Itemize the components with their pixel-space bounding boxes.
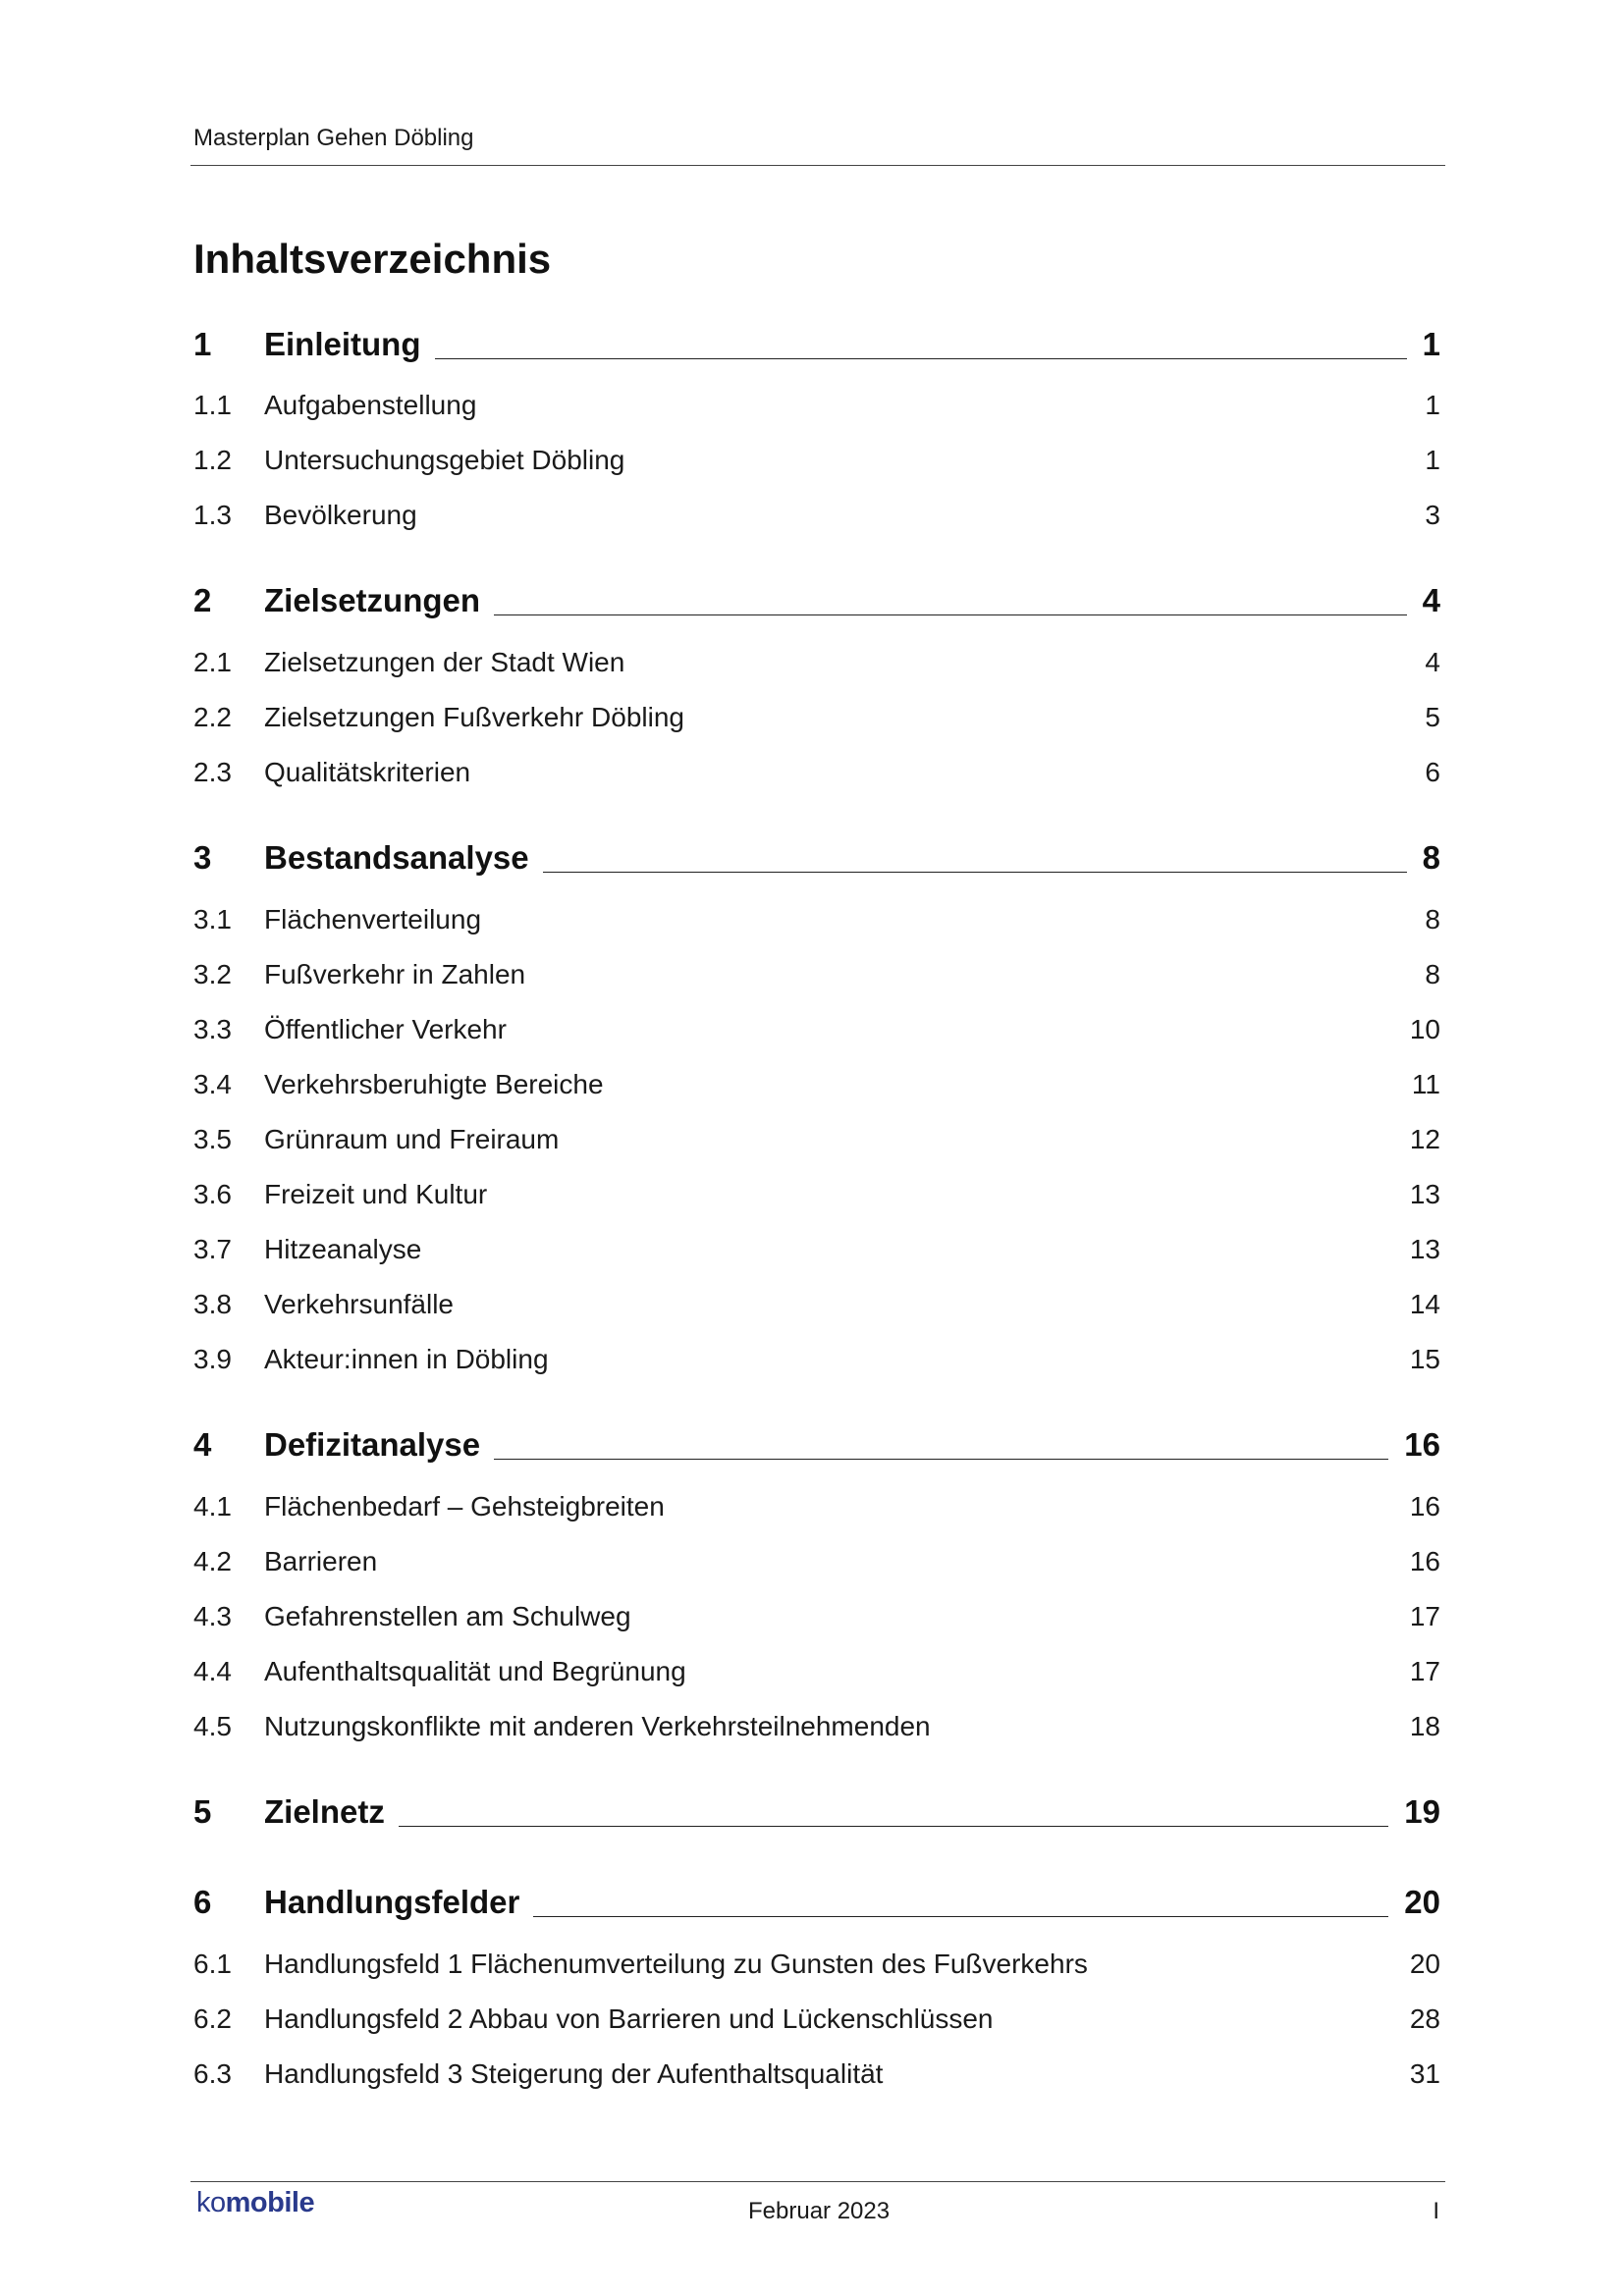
toc-entry-title: Zielsetzungen Fußverkehr Döbling [264, 702, 684, 732]
toc-section-row[interactable] [0, 2003, 1623, 2047]
toc-entry-number: 3.5 [193, 1124, 232, 1154]
toc-section-row[interactable] [0, 445, 1623, 488]
toc-entry-title: Freizeit und Kultur [264, 1179, 488, 1209]
toc-entry-title: Hitzeanalyse [264, 1234, 422, 1264]
toc-section-row[interactable] [0, 1014, 1623, 1057]
toc-entry-title: Flächenverteilung [264, 904, 482, 934]
footer-divider [190, 2181, 1445, 2182]
toc-entry-number: 4.5 [193, 1711, 232, 1741]
toc-entry-page: 10 [1409, 1014, 1440, 1044]
toc-section-row[interactable] [0, 1601, 1623, 1644]
toc-chapter-row[interactable] [0, 582, 1623, 625]
toc-section-row[interactable] [0, 1234, 1623, 1277]
toc-entry-title: Handlungsfeld 3 Steigerung der Aufenthaltsqualität [264, 2058, 884, 2089]
toc-entry-number: 6.2 [193, 2003, 232, 2034]
toc-entry-page: 5 [1425, 702, 1440, 732]
toc-entry-title: Defizitanalyse [264, 1426, 481, 1463]
toc-entry-title: Nutzungskonflikte mit anderen Verkehrsteilnehmenden [264, 1711, 931, 1741]
toc-entry-number: 4.4 [193, 1656, 232, 1686]
toc-entry-page: 17 [1409, 1656, 1440, 1686]
toc-chapter-row[interactable] [0, 839, 1623, 882]
toc-entry-title: Flächenbedarf – Gehsteigbreiten [264, 1491, 665, 1522]
toc-entry-title: Verkehrsberuhigte Bereiche [264, 1069, 604, 1099]
toc-entry-number: 4.2 [193, 1546, 232, 1576]
toc-entry-page: 8 [1425, 904, 1440, 934]
toc-section-row[interactable] [0, 1546, 1623, 1589]
toc-entry-number: 4 [193, 1426, 212, 1463]
toc-section-row[interactable] [0, 1344, 1623, 1387]
toc-entry-page: 6 [1425, 757, 1440, 787]
toc-chapter-row[interactable] [0, 1793, 1623, 1837]
footer-page-number: I [1433, 2198, 1439, 2224]
toc-entry-page: 15 [1409, 1344, 1440, 1374]
toc-leader-line [543, 872, 1407, 873]
toc-section-row[interactable] [0, 1124, 1623, 1167]
toc-section-row[interactable] [0, 2058, 1623, 2102]
toc-entry-title: Einleitung [264, 326, 421, 362]
toc-entry-title: Barrieren [264, 1546, 378, 1576]
toc-entry-page: 20 [1404, 1884, 1440, 1920]
toc-entry-number: 2 [193, 582, 212, 618]
toc-entry-page: 1 [1425, 390, 1440, 420]
toc-entry-page: 13 [1409, 1234, 1440, 1264]
toc-entry-page: 8 [1425, 959, 1440, 989]
toc-section-row[interactable] [0, 1289, 1623, 1332]
toc-entry-page: 19 [1404, 1793, 1440, 1830]
toc-entry-number: 3.3 [193, 1014, 232, 1044]
toc-entry-number: 6 [193, 1884, 212, 1920]
toc-section-row[interactable] [0, 959, 1623, 1002]
toc-chapter-row[interactable] [0, 1426, 1623, 1469]
toc-entry-title: Handlungsfeld 2 Abbau von Barrieren und Lückenschlüssen [264, 2003, 994, 2034]
toc-leader-line [533, 1916, 1388, 1917]
toc-entry-number: 3.4 [193, 1069, 232, 1099]
toc-entry-number: 1.1 [193, 390, 232, 420]
toc-entry-page: 4 [1422, 582, 1440, 618]
toc-entry-page: 1 [1425, 445, 1440, 475]
toc-entry-page: 4 [1425, 647, 1440, 677]
toc-entry-number: 5 [193, 1793, 212, 1830]
toc-leader-line [399, 1826, 1388, 1827]
toc-chapter-row[interactable] [0, 1884, 1623, 1927]
toc-entry-title: Grünraum und Freiraum [264, 1124, 560, 1154]
toc-entry-title: Handlungsfeld 1 Flächenumverteilung zu Gunsten des Fußverkehrs [264, 1949, 1088, 1979]
toc-entry-number: 2.1 [193, 647, 232, 677]
toc-entry-number: 4.1 [193, 1491, 232, 1522]
toc-entry-page: 14 [1409, 1289, 1440, 1319]
toc-entry-title: Bestandsanalyse [264, 839, 529, 876]
toc-entry-title: Akteur:innen in Döbling [264, 1344, 549, 1374]
toc-entry-page: 11 [1411, 1069, 1440, 1099]
toc-entry-number: 3.2 [193, 959, 232, 989]
toc-entry-title: Zielnetz [264, 1793, 385, 1830]
toc-entry-number: 3.9 [193, 1344, 232, 1374]
toc-entry-page: 1 [1422, 326, 1440, 362]
toc-entry-page: 18 [1409, 1711, 1440, 1741]
toc-chapter-row[interactable] [0, 326, 1623, 369]
toc-entry-page: 16 [1409, 1491, 1440, 1522]
toc-section-row[interactable] [0, 702, 1623, 745]
toc-entry-number: 6.1 [193, 1949, 232, 1979]
toc-entry-page: 3 [1425, 500, 1440, 530]
toc-entry-title: Aufgabenstellung [264, 390, 477, 420]
komobile-logo [196, 2187, 314, 2219]
toc-leader-line [494, 614, 1407, 615]
toc-entry-number: 6.3 [193, 2058, 232, 2089]
toc-entry-title: Aufenthaltsqualität und Begrünung [264, 1656, 686, 1686]
toc-section-row[interactable] [0, 1711, 1623, 1754]
toc-entry-page: 8 [1422, 839, 1440, 876]
toc-entry-page: 16 [1404, 1426, 1440, 1463]
toc-section-row[interactable] [0, 757, 1623, 800]
toc-entry-title: Öffentlicher Verkehr [264, 1014, 507, 1044]
toc-entry-title: Fußverkehr in Zahlen [264, 959, 526, 989]
toc-entry-number: 4.3 [193, 1601, 232, 1631]
toc-entry-title: Handlungsfelder [264, 1884, 520, 1920]
toc-entry-title: Gefahrenstellen am Schulweg [264, 1601, 631, 1631]
toc-entry-title: Verkehrsunfälle [264, 1289, 455, 1319]
toc-entry-number: 3.7 [193, 1234, 232, 1264]
toc-entry-title: Untersuchungsgebiet Döbling [264, 445, 625, 475]
toc-entry-page: 31 [1409, 2058, 1440, 2089]
toc-entry-page: 17 [1409, 1601, 1440, 1631]
toc-section-row[interactable] [0, 1491, 1623, 1534]
toc-entry-title: Bevölkerung [264, 500, 417, 530]
toc-entry-number: 1.3 [193, 500, 232, 530]
footer-date: Februar 2023 [748, 2198, 891, 2224]
toc-section-row[interactable] [0, 1179, 1623, 1222]
toc-entry-page: 13 [1409, 1179, 1440, 1209]
toc-leader-line [435, 358, 1407, 359]
toc-section-row[interactable] [0, 647, 1623, 690]
toc-entry-number: 2.2 [193, 702, 232, 732]
toc-section-row[interactable] [0, 1656, 1623, 1699]
toc-section-row[interactable] [0, 1069, 1623, 1112]
toc-section-row[interactable] [0, 500, 1623, 543]
toc-entry-page: 20 [1409, 1949, 1440, 1979]
toc-entry-number: 2.3 [193, 757, 232, 787]
toc-entry-number: 1 [193, 326, 212, 362]
toc-entry-title: Qualitätskriterien [264, 757, 471, 787]
toc-section-row[interactable] [0, 1949, 1623, 1992]
logo-ko-part: ko [196, 2187, 226, 2218]
toc-entry-page: 16 [1409, 1546, 1440, 1576]
logo-mobile-part: mobile [225, 2187, 315, 2218]
toc-entry-title: Zielsetzungen der Stadt Wien [264, 647, 625, 677]
toc-leader-line [494, 1459, 1388, 1460]
toc-entry-number: 3.6 [193, 1179, 232, 1209]
toc-section-row[interactable] [0, 390, 1623, 433]
toc-entry-page: 28 [1409, 2003, 1440, 2034]
toc-entry-number: 3 [193, 839, 212, 876]
toc-entry-title: Zielsetzungen [264, 582, 481, 618]
toc-entry-number: 3.8 [193, 1289, 232, 1319]
running-header: Masterplan Gehen Döbling [193, 125, 474, 151]
toc-entry-number: 3.1 [193, 904, 232, 934]
toc-entry-number: 1.2 [193, 445, 232, 475]
toc-section-row[interactable] [0, 904, 1623, 947]
page-title: Inhaltsverzeichnis [193, 236, 552, 282]
toc-entry-page: 12 [1409, 1124, 1440, 1154]
